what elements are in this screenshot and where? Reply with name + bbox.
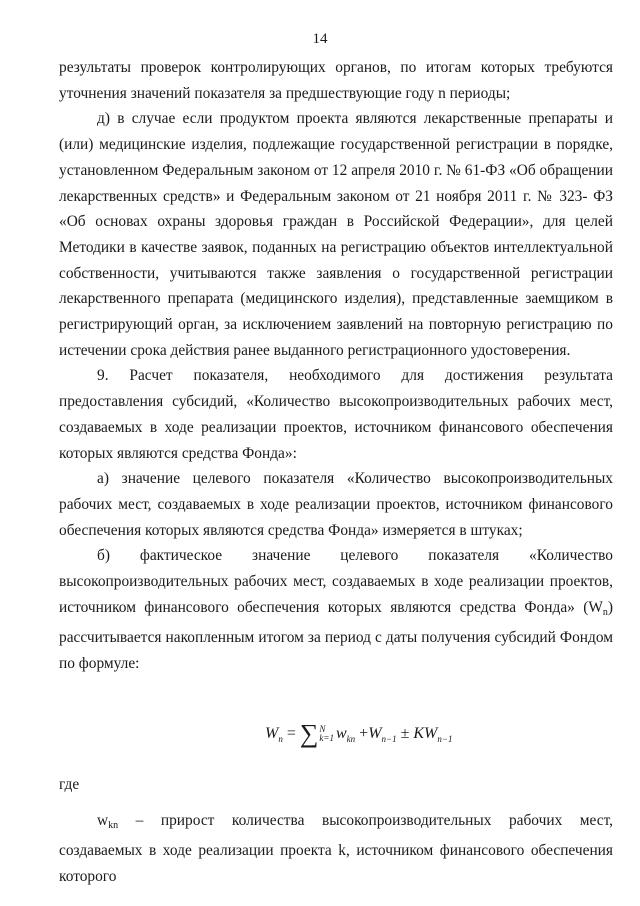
formula	[59, 718, 613, 752]
paragraph-a-units: а) значение целевого показателя «Количество высокопроизводительных рабочих мест, создаваемых в ходе реализации проектов, источником финансового обеспечения которых являются средства Фонда» измеряется в штуках;	[59, 470, 613, 539]
wkn-definition-text: – прирост количества высокопроизводительных рабочих мест, создаваемых в ходе реализации проекта k, источником финансового обеспечения которого	[59, 811, 613, 886]
formula-term3-sub: n−1	[437, 734, 453, 745]
formula-sum-limits	[319, 725, 334, 743]
formula-lhs: W	[265, 724, 279, 742]
paragraph-b-actual-value	[59, 543, 613, 677]
formula-term2: W	[368, 724, 382, 742]
document-body	[59, 55, 613, 890]
page-number: 14	[312, 31, 328, 47]
formula-sum-lower: k=1	[319, 732, 334, 743]
formula-lhs-sub: n	[278, 734, 283, 745]
formula-plus: +	[355, 724, 369, 742]
wkn-subscript: kn	[108, 819, 119, 831]
formula-term1: w	[335, 724, 347, 742]
formula-sum-symbol: ∑	[299, 718, 319, 748]
formula-term1-sub: kn	[346, 734, 356, 745]
formula-plus-minus: ±	[396, 724, 414, 742]
paragraph-continuation: результаты проверок контролирующих органов, по итогам которых требуются уточнения значений показателя за предшествующие году n периоды;	[59, 59, 613, 102]
paragraph-b-text: б) фактическое значение целевого показателя «Количество высокопроизводительных рабочих мест, создаваемых в ходе реализации проектов, источником финансового обеспечения которых являются средства Фонда» (W	[59, 547, 613, 616]
paragraph-b-subscript: n	[602, 606, 608, 618]
paragraph-d-medicines: д) в случае если продуктом проекта являются лекарственные препараты и (или) медицинские изделия, подлежащие государственной регистрации в порядке, установленном Федеральным законом от 12 апреля 2010 г. № 61-ФЗ «Об обращении лекарственных средств» и Федеральным законом от 21 ноября 2011 г. № 323- ФЗ «Об основах охраны здоровья граждан в Российской Федерации», для целей Методики в качестве заявок, поданных на регистрацию объектов интеллектуальной собственности, учитываются также заявления о государственной регистрации лекарственного препарата (медицинского изделия), представленные заемщиком в регистрирующий орган, за исключением заявлений на повторную регистрацию по истечении срока действия ранее выданного регистрационного удостоверения.	[59, 110, 613, 359]
formula-term3: KW	[413, 724, 438, 742]
paragraph-wkn-definition	[59, 808, 613, 890]
wkn-variable: w	[97, 811, 109, 829]
paragraph-9-calculation: 9. Расчет показателя, необходимого для достижения результата предоставления субсидий, «Количество высокопроизводительных рабочих мест, создаваемых в ходе реализации проектов, источником финансового обеспечения которых являются средства Фонда»:	[59, 367, 613, 462]
paragraph-b-tail: ) рассчитывается накопленным итогом за период с даты получения субсидий Фондом по формуле:	[59, 598, 613, 673]
where-label: где	[59, 776, 80, 794]
formula-sum-upper: N	[319, 723, 326, 734]
formula-equals: =	[282, 724, 300, 742]
formula-term2-sub: n−1	[381, 734, 397, 745]
